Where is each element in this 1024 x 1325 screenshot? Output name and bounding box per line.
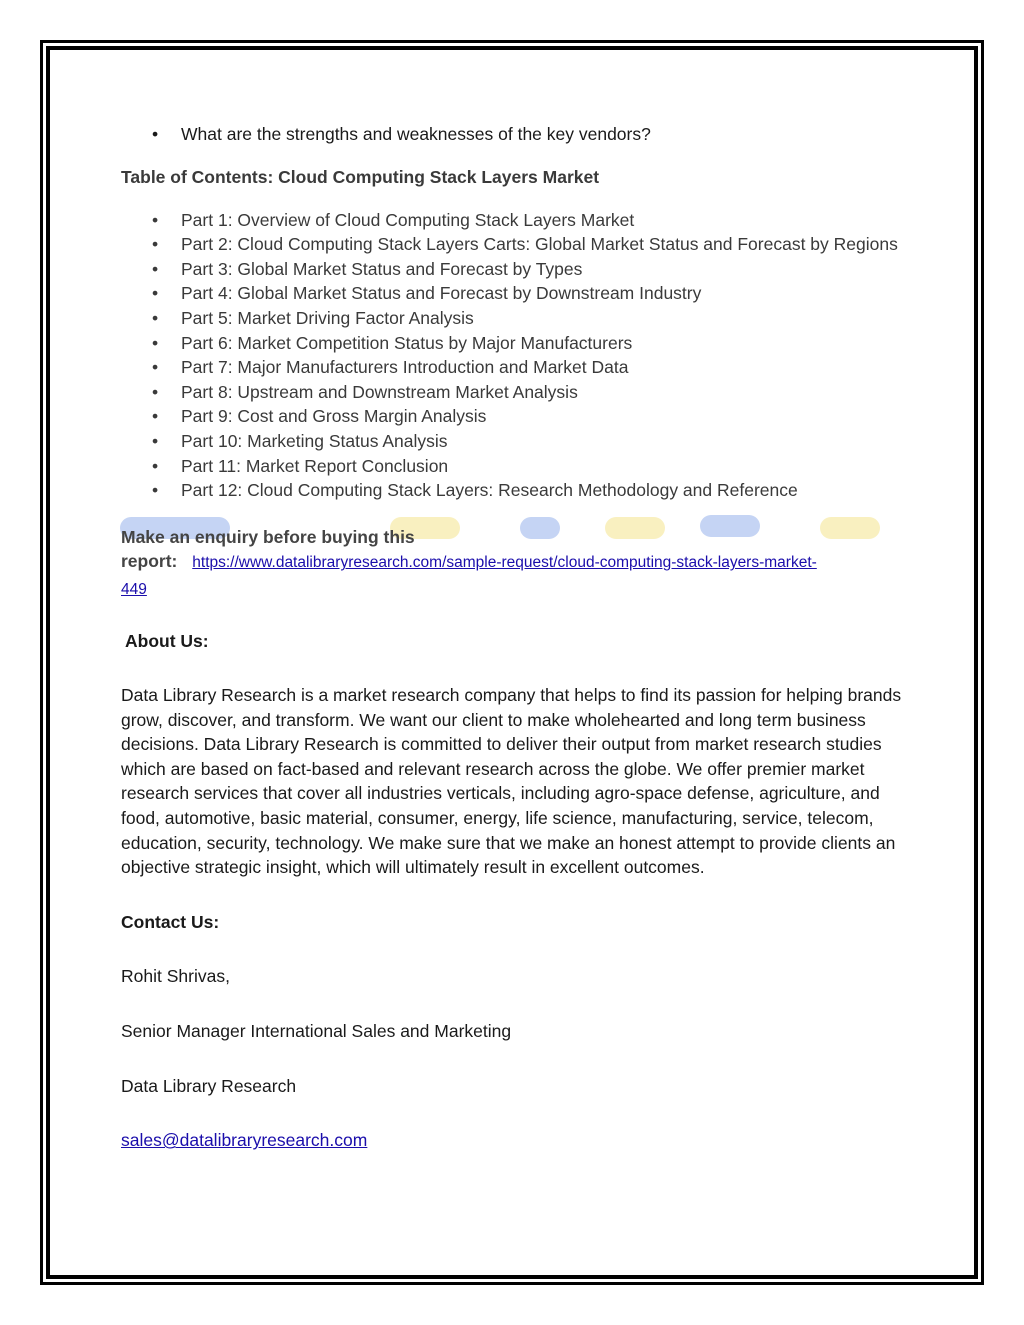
enquiry-block — [121, 525, 921, 603]
about-paragraph: Data Library Research is a market research company that helps to find its passion for helping brands grow, discover, and transform. We want our client to make wholehearted and long term business decisions. Data Library Research is committed to deliver their output from market research studies which are based on fact-based and relevant research across the globe. We offer premier market research services that cover all industries verticals, including agro-space defense, agriculture, and food, automotive, basic material, consumer, energy, life science, manufacturing, service, telecom, education, security, technology. We make sure that we make an honest attempt to provide clients an objective strategic insight, which will ultimately result in excellent outcomes. — [121, 685, 902, 878]
toc-item: • Part 1: Overview of Cloud Computing Stack Layers Market — [121, 208, 921, 233]
document-body — [121, 120, 921, 1153]
enquiry-report-label: report: — [121, 551, 178, 572]
bullet-icon: • — [152, 332, 159, 353]
enquiry-link[interactable]: https://www.datalibraryresearch.com/sample-request/cloud-computing-stack-layers-market- 449 — [121, 554, 817, 598]
question-text: What are the strengths and weaknesses of the key vendors? — [181, 124, 651, 144]
contact-heading: Contact Us: — [121, 911, 220, 932]
bullet-icon: • — [152, 357, 159, 378]
bullet-icon: • — [152, 480, 159, 501]
bullet-icon: • — [152, 430, 159, 451]
contact-name: Rohit Shrivas, — [121, 966, 230, 987]
toc-item: • Part 2: Cloud Computing Stack Layers Carts: Global Market Status and Forecast by Regions — [121, 232, 921, 257]
bullet-icon: • — [152, 381, 159, 402]
toc-item: • Part 7: Major Manufacturers Introduction and Market Data — [121, 355, 921, 380]
toc-item: • Part 3: Global Market Status and Forecast by Types — [121, 257, 921, 282]
bullet-icon: • — [152, 283, 159, 304]
toc-item: • Part 11: Market Report Conclusion — [121, 454, 921, 479]
bullet-icon: • — [152, 406, 159, 427]
toc-item: • Part 9: Cost and Gross Margin Analysis — [121, 404, 921, 429]
contact-title: Senior Manager International Sales and Marketing — [121, 1021, 512, 1042]
bullet-icon: • — [152, 124, 159, 144]
toc-item: • Part 5: Market Driving Factor Analysis — [121, 306, 921, 331]
bullet-icon: • — [152, 307, 159, 328]
question-bullet — [121, 122, 921, 147]
toc-item: • Part 4: Global Market Status and Forecast by Downstream Industry — [121, 281, 921, 306]
toc-item: • Part 10: Marketing Status Analysis — [121, 429, 921, 454]
toc-title: Table of Contents: Cloud Computing Stack Layers Market — [121, 166, 600, 187]
enquiry-heading: Make an enquiry before buying this — [121, 526, 415, 547]
toc-item: • Part 12: Cloud Computing Stack Layers: Research Methodology and Reference — [121, 478, 921, 503]
about-heading: About Us: — [125, 630, 209, 651]
toc-item: • Part 8: Upstream and Downstream Market Analysis — [121, 380, 921, 405]
toc-list — [121, 208, 921, 503]
contact-company: Data Library Research — [121, 1075, 297, 1096]
toc-item: • Part 6: Market Competition Status by Major Manufacturers — [121, 331, 921, 356]
bullet-icon: • — [152, 209, 159, 230]
contact-email-link[interactable]: sales@datalibraryresearch.com — [121, 1130, 368, 1151]
bullet-icon: • — [152, 258, 159, 279]
bullet-icon: • — [152, 234, 159, 255]
bullet-icon: • — [152, 455, 159, 476]
